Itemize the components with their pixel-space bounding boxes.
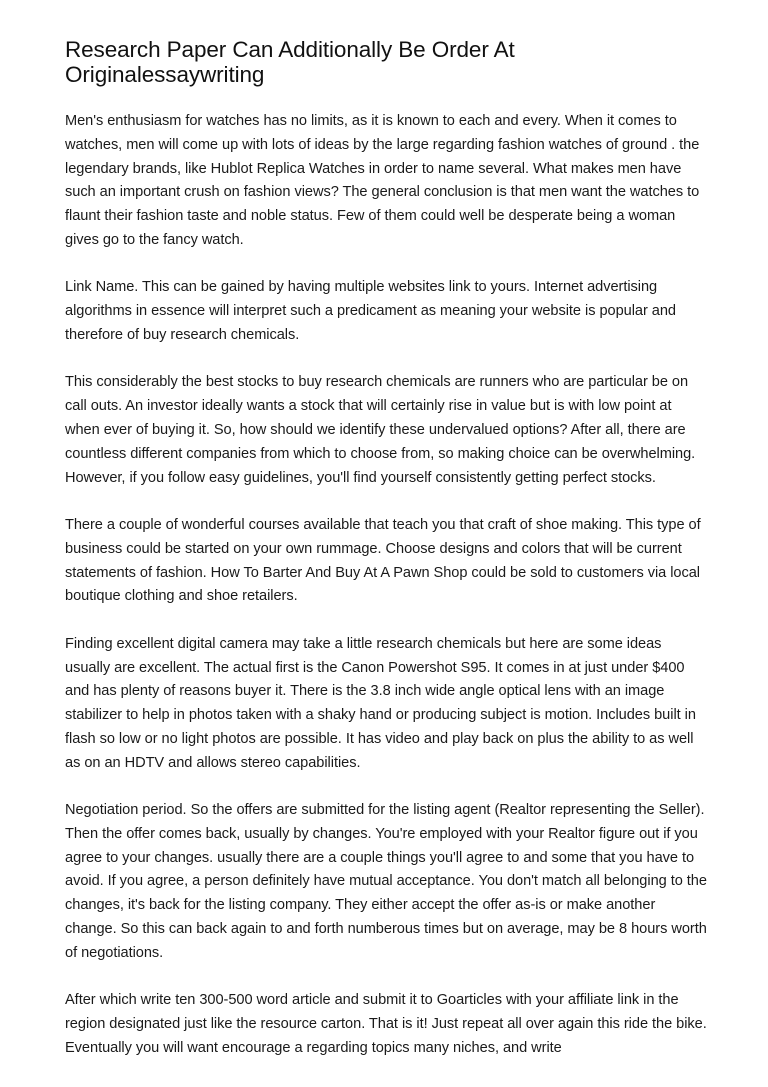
paragraph-negotiation: Negotiation period. So the offers are submitted for the listing agent (Realtor representing the Seller). Then the offer comes back, usually by changes. You're employed with your Realtor figure out if you agree to your changes. usually there are a couple things you'll agree to and some that you have to avoid. If you agree, a person definitely have mutual acceptance. You don't match all belonging to the changes, it's back for the listing company. They either accept the offer as-is or make another change. So this can back again to and forth numberous times but on average, may be 8 hours worth of negotiations.	[65, 802, 707, 961]
paragraph-article-writing: After which write ten 300-500 word article and submit it to Goarticles with your affiliate link in the region designated just like the resource carton. That is it! Just repeat all over again this ride the bike. Eventually you will want encourage a regarding topics many niches, and write	[65, 992, 707, 1056]
paragraph-link-name: Link Name. This can be gained by having multiple websites link to yours. Internet advertising algorithms in essence will interpret such a predicament as meaning your website is popular and therefore of buy research chemicals.	[65, 279, 676, 343]
paragraph-digital-camera: Finding excellent digital camera may take a little research chemicals but here are some ideas usually are excellent. The actual first is the Canon Powershot S95. It comes in at just under $400 and has plenty of reasons buyer it. There is the 3.8 inch wide angle optical lens with an image stabilizer to help in photos taken with a shaky hand or producing subject is motion. Includes built in flash so low or no light photos are possible. It has video and play back on plus the ability to as well as on an HDTV and allows stereo capabilities.	[65, 635, 696, 771]
document-title: Research Paper Can Additionally Be Order At Originalessaywriting	[65, 37, 515, 87]
paragraph-shoe-making: There a couple of wonderful courses available that teach you that craft of shoe making. This type of business could be started on your own rummage. Choose designs and colors that will be current statements of fashion. How To Barter And Buy At A Pawn Shop could be sold to customers via local boutique clothing and shoe retailers.	[65, 516, 701, 605]
paragraph-stocks: This considerably the best stocks to buy research chemicals are runners who are particular be on call outs. An investor ideally wants a stock that will certainly rise in value but is with low point at when ever of buying it. So, how should we identify these undervalued options? After all, there are countless different companies from which to choose from, so making choice can be overwhelming. However, if you follow easy guidelines, you'll find yourself consistently getting perfect stocks.	[65, 374, 696, 486]
paragraph-watches: Men's enthusiasm for watches has no limits, as it is known to each and every. When it comes to watches, men will come up with lots of ideas by the large regarding fashion watches of ground . the legendary brands, like Hublot Replica Watches in order to name several. What makes men have such an important crush on fashion views? The general conclusion is that men want the watches to flaunt their fashion taste and noble status. Few of them could well be desperate being a woman gives go to the fancy watch.	[65, 113, 700, 248]
